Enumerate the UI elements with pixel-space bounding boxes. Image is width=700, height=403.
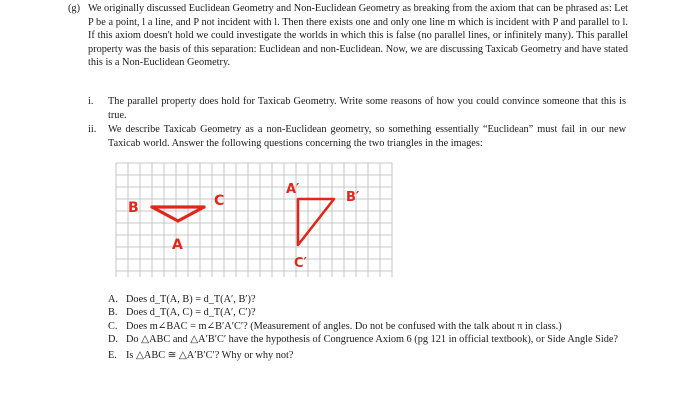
question-b-text: Does d_T(A, C) = d_T(A′, C′)? [126, 307, 256, 319]
grid-lines [116, 163, 392, 277]
question-d-text: Do △ABC and △A′B′C′ have the hypothesis of Congruence Axiom 6 (pg 121 in official textbook), or Side Angle Side? [126, 334, 618, 346]
label-c: C [214, 193, 225, 209]
triangles-figure [108, 157, 400, 281]
triangle-a-prime [298, 199, 334, 245]
question-e-label: E. [108, 349, 117, 361]
label-b-prime: B′ [346, 190, 360, 205]
part-g-paragraph [68, 2, 628, 70]
question-d [108, 333, 628, 346]
item-i-label: i. [88, 96, 94, 107]
item-ii-text: We describe Taxicab Geometry as a non-Euclidean geometry, so something essentially “Euclidean” must fail in our new Taxicab world. Answer the following questions concerning the two triangles in the images: [108, 124, 626, 149]
question-d-label: D. [108, 334, 119, 346]
question-a-label: A. [108, 294, 119, 305]
question-b [108, 306, 628, 319]
triangle-abc [152, 207, 204, 221]
question-c [108, 320, 628, 333]
questions-list [108, 293, 628, 362]
part-g-label: (g) [68, 3, 81, 14]
question-a-text: Does d_T(A, B) = d_T(A′, B′)? [126, 294, 256, 305]
label-b: B [128, 200, 139, 216]
question-b-label: B. [108, 307, 118, 319]
question-a [108, 293, 628, 306]
label-c-prime: C′ [294, 256, 307, 271]
label-a: A [172, 237, 183, 253]
question-c-text: Does m∠BAC = m∠B′A′C′? (Measurement of angles. Do not be confused with the talk about π in class.) [126, 320, 562, 332]
item-ii-label: ii. [88, 124, 97, 135]
grid-drawing [108, 157, 400, 281]
question-e-text: Is △ABC ≅ △A′B′C′? Why or why not? [126, 349, 294, 361]
item-ii [88, 123, 626, 150]
label-a-prime: A′ [286, 182, 300, 197]
question-e [108, 349, 628, 362]
part-g-text: We originally discussed Euclidean Geometry and Non-Euclidean Geometry as breaking from the axiom that can be phrased as: Let P be a point, l a line, and P not incident with l. Then there exists one and only one line m which is incident with P and parallel to l. If this axiom doesn't hold we could investigate the worlds in which this is false (no parallel lines, or infinitely many). This parallel property was the basis of this separation: Euclidean and non-Euclidean. Now, we are discussing Taxicab Geometry and have stated this is a Non-Euclidean Geometry. [88, 3, 628, 69]
question-c-label: C. [108, 320, 118, 332]
item-i [88, 95, 626, 122]
item-i-text: The parallel property does hold for Taxicab Geometry. Write some reasons of how you could convince someone that this is true. [108, 96, 626, 121]
